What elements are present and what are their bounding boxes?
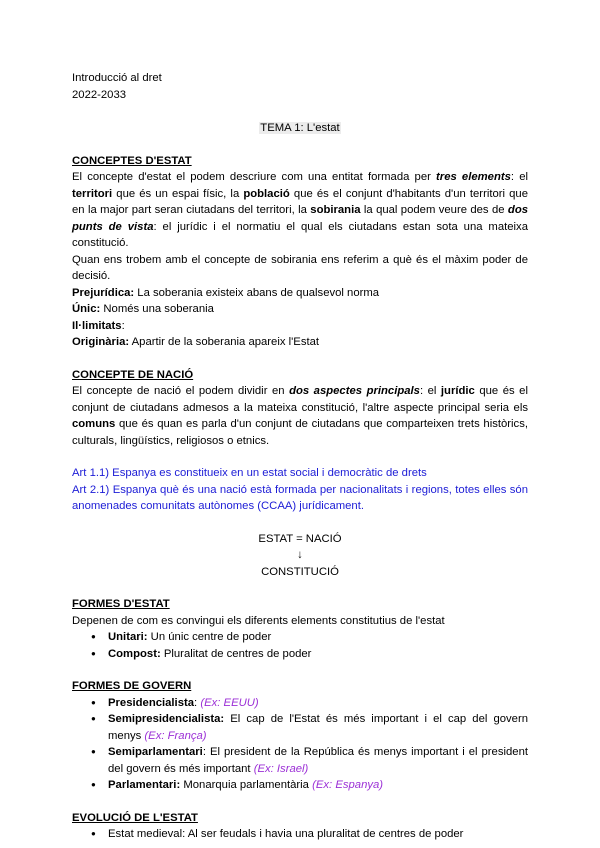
definition (72, 318, 528, 335)
section-heading: FORMES D'ESTAT (72, 598, 170, 610)
emphasis: dos punts de vista (72, 204, 529, 233)
item-desc: : El president de la República és menys important i el president del govern és més important (108, 746, 528, 775)
item-example: (Ex: EEUU) (200, 696, 259, 709)
paragraph (72, 383, 528, 449)
list-item (108, 744, 528, 777)
list-item (108, 629, 528, 646)
section-formes-estat (72, 596, 528, 662)
item-desc: El cap de l'Estat és més important i el cap del govern menys (108, 713, 528, 742)
item-term: Unitari: (108, 631, 148, 643)
spacer (72, 449, 528, 465)
bold-term: territori (72, 187, 113, 200)
document-page (72, 70, 528, 843)
formula-bottom: CONSTITUCIÓ (261, 565, 339, 578)
item-example: (Ex: França) (144, 729, 207, 742)
section-formes-govern (72, 678, 528, 794)
item-term: Semipresidencialista: (108, 713, 225, 725)
bold-term: comuns (72, 418, 116, 430)
topic-title: TEMA 1: L'estat (260, 122, 340, 134)
text-run: : el (419, 385, 441, 397)
topic-title-line (72, 120, 528, 137)
section-conceptes-estat (72, 153, 528, 351)
text-run: : el jurídic i el normatiu el qual els ciutadans estan sota una mateixa constitució. (72, 220, 528, 249)
item-example: (Ex: Israel) (253, 762, 309, 775)
formula-top: ESTAT = NACIÓ (258, 532, 342, 545)
section-heading: FORMES DE GOVERN (72, 680, 192, 692)
item-desc: Monarquia parlamentària (180, 779, 313, 791)
item-desc: : (194, 696, 201, 709)
course-years: 2022-2033 (72, 88, 127, 101)
course-name: Introducció al dret (72, 72, 162, 84)
bold-term: sobirania (310, 204, 361, 216)
bullet-list (72, 629, 528, 662)
item-desc: Un únic centre de poder (147, 631, 272, 643)
definition-desc: : (121, 319, 125, 332)
text-run: que és el conjunt de ciutadans admesos a la mateixa constitució, l'altre aspecte principal seria els (72, 385, 528, 414)
paragraph: Quan ens trobem amb el concepte de sobirania ens referim a què és el màxim poder de decisió. (72, 253, 528, 282)
definition-term: Originària: (72, 336, 130, 348)
text-run: que és un espai físic, la (112, 187, 244, 200)
item-desc: Pluralitat de centres de poder (160, 647, 312, 660)
emphasis: tres elements (436, 171, 511, 183)
item-term: Presidencialista (108, 696, 195, 709)
paragraph: Depenen de com es convingui els diferents elements constitutius de l'estat (72, 614, 445, 627)
text-run: El concepte d'estat el podem descriure com una entitat formada per (72, 171, 437, 183)
section-heading: EVOLUCIÓ DE L'ESTAT (72, 811, 198, 824)
text-run: la qual podem veure des de (360, 204, 508, 216)
text-run: El concepte de nació el podem dividir en (72, 385, 290, 397)
definition-term: Únic: (72, 303, 101, 315)
emphasis: dos aspectes principals (289, 385, 420, 397)
bullet-list (72, 695, 528, 794)
text-run: : el (510, 171, 528, 183)
text-run: que és el conjunt d'habitants d'un territori que en la major part seran ciutadans del territori, la (72, 187, 528, 216)
definition (72, 285, 528, 302)
section-evolucio-estat (72, 810, 528, 843)
article-quote: Art 2.1) Espanya què és una nació està formada per nacionalitats i regions, totes elles són anomenades comunitats autònomes (CCAA) jurídicament. (72, 483, 528, 512)
paragraph (72, 169, 528, 252)
definition-desc: Apartir de la soberania apareix l'Estat (129, 336, 320, 348)
list-item (108, 777, 528, 794)
definition-term: Il·limitats (72, 319, 122, 332)
list-item (108, 646, 528, 663)
section-concepte-nacio (72, 367, 528, 581)
text-run: que és quan es parla d'un conjunt de ciutadans que comparteixen trets històrics, culturals, lingüístics, religiosos o etnics. (72, 418, 528, 447)
down-arrow-icon: ↓ (297, 549, 303, 561)
list-item: ● Estat medieval: Al ser feudals i havia una pluralitat de centres de poder (108, 826, 528, 843)
definition (72, 334, 528, 351)
bold-term: jurídic (440, 385, 475, 397)
bold-term: població (243, 187, 290, 200)
definition-term: Prejurídica: (72, 286, 135, 299)
item-example: (Ex: Espanya) (312, 779, 384, 791)
spacer (72, 515, 528, 531)
article-quote: Art 1.1) Espanya es constitueix en un estat social i democràtic de drets (72, 467, 427, 479)
list-item (108, 695, 528, 712)
item-term: Compost: (108, 647, 161, 660)
item-term: Semiparlamentari (108, 746, 203, 758)
definition (72, 301, 528, 318)
section-heading: CONCEPTE DE NACIÓ (72, 368, 194, 381)
list-item (108, 711, 528, 744)
section-heading: CONCEPTES D'ESTAT (72, 154, 192, 167)
item-term: Parlamentari: (108, 779, 181, 791)
definition-desc: Només una soberania (100, 303, 214, 315)
definition-desc: La soberania existeix abans de qualsevol norma (134, 286, 380, 299)
bullet-list (72, 826, 528, 843)
